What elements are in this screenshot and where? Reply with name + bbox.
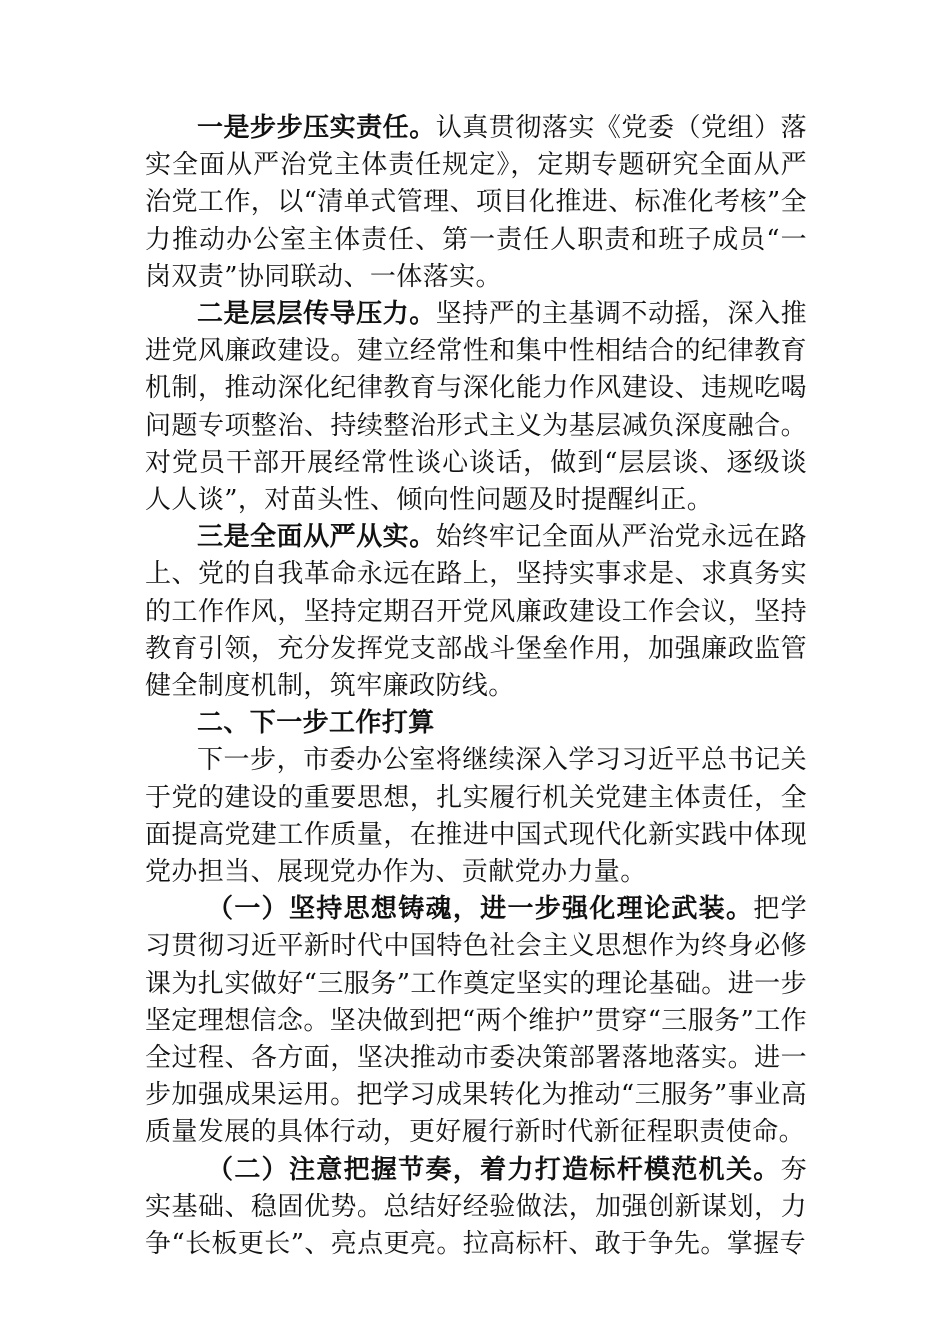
paragraph-responsibility (145, 110, 807, 296)
item-rhythm (145, 1152, 807, 1264)
section-intro: 下一步，市委办公室将继续深入学习习近平总书记关于党的建设的重要思想，扎实履行机关党建主体责任，全面提高党建工作质量，在推进中国式现代化新实践中体现党办担当、展现党办作为、贡献党办力量。 (145, 745, 807, 888)
paragraph-pressure (145, 296, 807, 519)
item-text: 夯实基础、稳固优势。总结好经验做法，加强创新谋划，力争“长板更长”、亮点更亮。拉高标杆、敢于争先。掌握专 (145, 1154, 807, 1260)
section-heading: 二、下一步工作打算 (197, 708, 435, 739)
paragraph-lead: 二是层层传导压力。 (197, 299, 436, 330)
item-lead: （一）坚持思想铸魂，进一步强化理论武装。 (207, 894, 754, 925)
document-body (145, 110, 807, 1263)
item-ideology (145, 891, 807, 1151)
paragraph-lead: 三是全面从严从实。 (197, 522, 436, 553)
paragraph-text: 认真贯彻落实《党委（党组）落实全面从严治党主体责任规定》，定期专题研究全面从严治党工作，以“清单式管理、项目化推进、标准化考核”全力推动办公室主体责任、第一责任人职责和班子成员“一岗双责”协同联动、一体落实。 (145, 113, 807, 292)
paragraph-strict (145, 519, 807, 705)
item-lead: （二）注意把握节奏，着力打造标杆模范机关。 (207, 1154, 781, 1185)
paragraph-text: 坚持严的主基调不动摇，深入推进党风廉政建设。建立经常性和集中性相结合的纪律教育机制，推动深化纪律教育与深化能力作风建设、违规吃喝问题专项整治、持续整治形式主义为基层减负深度融合。对党员干部开展经常性谈心谈话，做到“层层谈、逐级谈人人谈”，对苗头性、倾向性问题及时提醒纠正。 (145, 299, 807, 516)
paragraph-lead: 一是步步压实责任。 (197, 113, 436, 143)
paragraph-text: 始终牢记全面从严治党永远在路上、党的自我革命永远在路上，坚持实事求是、求真务实的工作作风，坚持定期召开党风廉政建设工作会议，坚持教育引领，充分发挥党支部战斗堡垒作用，加强廉政监管健全制度机制，筑牢廉政防线。 (145, 522, 807, 702)
item-text: 把学习贯彻习近平新时代中国特色社会主义思想作为终身必修课为扎实做好“三服务”工作奠定坚实的理论基础。进一步坚定理想信念。坚决做到把“两个维护”贯穿“三服务”工作全过程、各方面，坚决推动市委决策部署落地落实。进一步加强成果运用。把学习成果转化为推动“三服务”事业高质量发展的具体行动，更好履行新时代新征程职责使命。 (145, 894, 807, 1148)
